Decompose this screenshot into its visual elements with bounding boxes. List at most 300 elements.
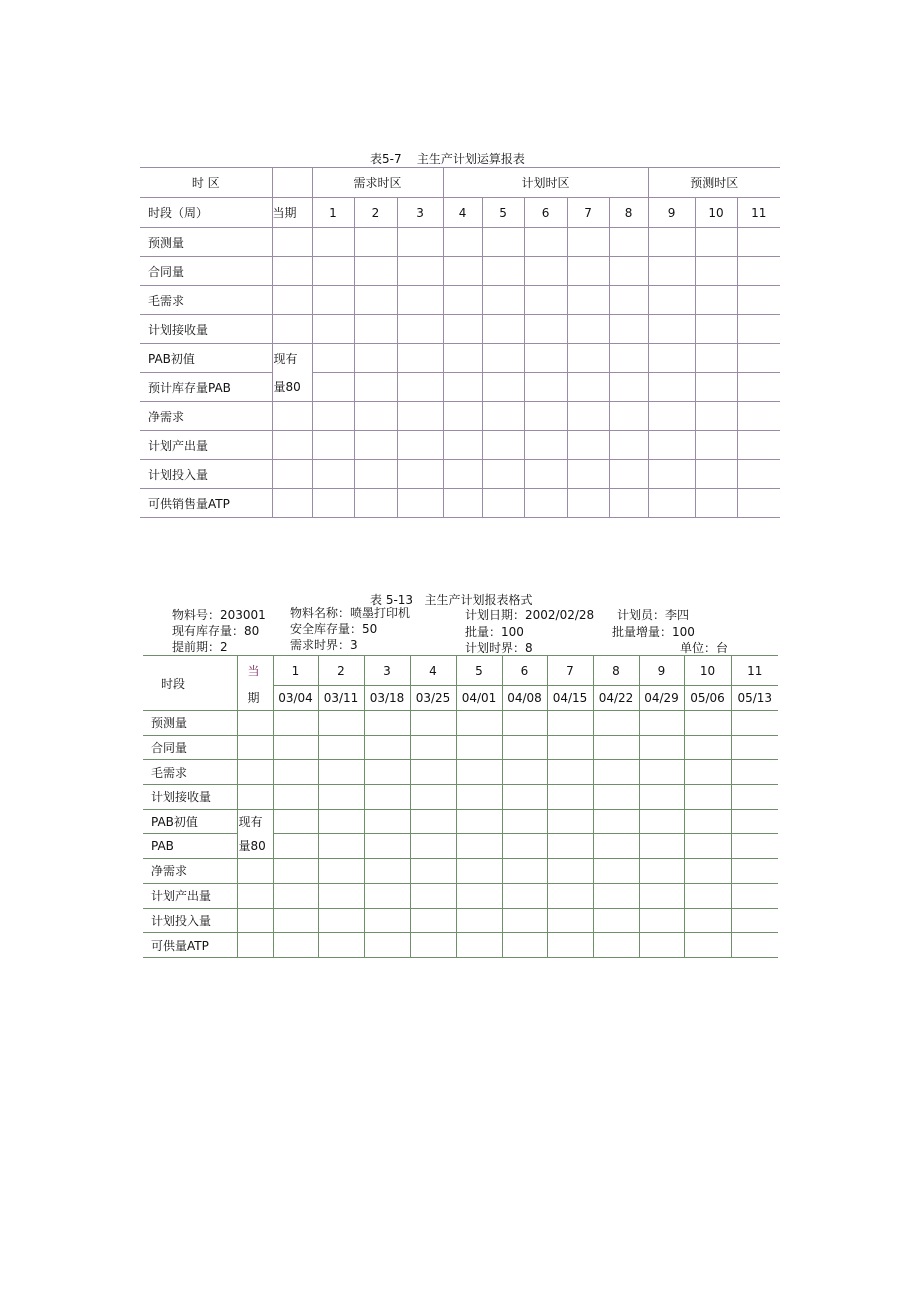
data-cell xyxy=(364,834,410,859)
data-cell xyxy=(639,809,684,834)
data-cell xyxy=(364,711,410,736)
item-name: 物料名称：喷墨打印机 xyxy=(290,606,411,620)
table-row xyxy=(143,933,778,958)
data-cell xyxy=(456,711,502,736)
current-cell xyxy=(272,257,312,286)
data-cell xyxy=(684,908,731,933)
data-cell xyxy=(443,402,482,431)
data-cell xyxy=(312,402,354,431)
forecast-zone-header: 预测时区 xyxy=(648,168,780,198)
current-cell xyxy=(237,908,273,933)
data-cell xyxy=(482,286,524,315)
current-cell xyxy=(237,760,273,785)
plan-date: 计划日期：2002/02/28 xyxy=(465,608,595,622)
period-8: 8 xyxy=(593,656,639,686)
data-cell xyxy=(695,489,737,518)
current-cell xyxy=(237,859,273,884)
data-cell xyxy=(593,883,639,908)
data-cell xyxy=(648,402,695,431)
data-cell xyxy=(443,315,482,344)
current-cell xyxy=(272,228,312,257)
data-cell xyxy=(318,908,364,933)
row-label: 计划投入量 xyxy=(140,460,272,489)
data-cell xyxy=(648,257,695,286)
data-cell xyxy=(639,859,684,884)
current-cell xyxy=(272,315,312,344)
data-cell xyxy=(567,431,609,460)
table-row xyxy=(140,373,780,402)
period-4: 4 xyxy=(443,198,482,228)
data-cell xyxy=(609,489,648,518)
data-cell xyxy=(354,286,397,315)
period-10: 10 xyxy=(695,198,737,228)
row-label: 计划接收量 xyxy=(143,785,237,810)
table-row xyxy=(143,859,778,884)
row-label: 合同量 xyxy=(140,257,272,286)
data-cell xyxy=(312,315,354,344)
data-cell xyxy=(593,809,639,834)
data-cell xyxy=(567,257,609,286)
data-cell xyxy=(397,431,443,460)
current-cell xyxy=(237,933,273,958)
row-label: 合同量 xyxy=(143,735,237,760)
data-cell xyxy=(593,760,639,785)
period-date: 04/08 xyxy=(502,686,547,711)
data-cell xyxy=(443,344,482,373)
safety-stock: 安全库存量：50 xyxy=(290,622,378,636)
data-cell xyxy=(354,431,397,460)
table-row xyxy=(140,344,780,373)
blank-cell xyxy=(272,168,312,198)
data-cell xyxy=(482,344,524,373)
data-cell xyxy=(609,228,648,257)
period-7: 7 xyxy=(547,656,593,686)
data-cell xyxy=(737,373,780,402)
onhand-cell xyxy=(272,344,312,402)
planning-time-fence: 计划时界：8 xyxy=(465,641,533,655)
data-cell xyxy=(593,711,639,736)
period-1: 1 xyxy=(273,656,318,686)
table-row xyxy=(143,760,778,785)
row-label: PAB初值 xyxy=(140,344,272,373)
data-cell xyxy=(410,834,456,859)
data-cell xyxy=(397,402,443,431)
row-label: 预测量 xyxy=(140,228,272,257)
data-cell xyxy=(567,402,609,431)
data-cell xyxy=(443,489,482,518)
data-cell xyxy=(456,760,502,785)
data-cell xyxy=(318,883,364,908)
period-3: 3 xyxy=(397,198,443,228)
period-9: 9 xyxy=(639,656,684,686)
data-cell xyxy=(273,785,318,810)
onhand-line2: 量80 xyxy=(238,838,266,853)
table-row xyxy=(143,809,778,834)
data-cell xyxy=(410,908,456,933)
data-cell xyxy=(502,735,547,760)
period-2: 2 xyxy=(354,198,397,228)
data-cell xyxy=(609,431,648,460)
data-cell xyxy=(593,908,639,933)
period-2: 2 xyxy=(318,656,364,686)
data-cell xyxy=(639,883,684,908)
data-cell xyxy=(456,735,502,760)
data-cell xyxy=(273,933,318,958)
current-cell xyxy=(272,402,312,431)
data-cell xyxy=(737,344,780,373)
data-cell xyxy=(695,315,737,344)
data-cell xyxy=(482,431,524,460)
data-cell xyxy=(547,933,593,958)
data-cell xyxy=(397,315,443,344)
data-cell xyxy=(397,373,443,402)
data-cell xyxy=(410,859,456,884)
data-cell xyxy=(639,711,684,736)
period-label: 时段 xyxy=(143,656,237,711)
current-cell xyxy=(272,431,312,460)
data-cell xyxy=(502,809,547,834)
current-label-bottom: 期 xyxy=(237,686,273,711)
demand-time-fence: 需求时界：3 xyxy=(290,638,358,652)
period-date: 03/25 xyxy=(410,686,456,711)
data-cell xyxy=(410,883,456,908)
data-cell xyxy=(410,735,456,760)
data-cell xyxy=(609,373,648,402)
data-cell xyxy=(648,460,695,489)
data-cell xyxy=(364,859,410,884)
data-cell xyxy=(312,460,354,489)
data-cell xyxy=(354,402,397,431)
period-6: 6 xyxy=(502,656,547,686)
data-cell xyxy=(639,834,684,859)
data-cell xyxy=(502,883,547,908)
data-cell xyxy=(524,431,567,460)
data-cell xyxy=(443,431,482,460)
data-cell xyxy=(482,402,524,431)
row-label: 计划接收量 xyxy=(140,315,272,344)
period-3: 3 xyxy=(364,656,410,686)
period-date: 04/01 xyxy=(456,686,502,711)
data-cell xyxy=(318,735,364,760)
data-cell xyxy=(737,489,780,518)
data-cell xyxy=(547,711,593,736)
data-cell xyxy=(684,859,731,884)
data-cell xyxy=(639,908,684,933)
data-cell xyxy=(524,286,567,315)
data-cell xyxy=(410,760,456,785)
data-cell xyxy=(639,785,684,810)
data-cell xyxy=(567,373,609,402)
row-label: PAB xyxy=(143,834,237,859)
data-cell xyxy=(684,933,731,958)
data-cell xyxy=(318,834,364,859)
data-cell xyxy=(609,286,648,315)
data-cell xyxy=(364,760,410,785)
period-5: 5 xyxy=(482,198,524,228)
data-cell xyxy=(354,460,397,489)
table-row xyxy=(140,460,780,489)
data-cell xyxy=(524,402,567,431)
table-row xyxy=(140,257,780,286)
data-cell xyxy=(443,228,482,257)
data-cell xyxy=(410,809,456,834)
data-cell xyxy=(443,460,482,489)
table-row xyxy=(140,431,780,460)
onhand-line1: 现有 xyxy=(273,351,298,366)
data-cell xyxy=(273,760,318,785)
data-cell xyxy=(397,286,443,315)
data-cell xyxy=(609,402,648,431)
data-cell xyxy=(684,809,731,834)
data-cell xyxy=(737,257,780,286)
data-cell xyxy=(639,735,684,760)
data-cell xyxy=(273,735,318,760)
data-cell xyxy=(567,286,609,315)
data-cell xyxy=(364,908,410,933)
row-label: 毛需求 xyxy=(140,286,272,315)
data-cell xyxy=(684,760,731,785)
data-cell xyxy=(456,859,502,884)
row-label: 预测量 xyxy=(143,711,237,736)
data-cell xyxy=(731,834,778,859)
zone-header: 时 区 xyxy=(140,168,272,198)
row-label: 计划产出量 xyxy=(140,431,272,460)
data-cell xyxy=(410,785,456,810)
lot-increment: 批量增量：100 xyxy=(612,625,695,639)
period-date: 05/13 xyxy=(731,686,778,711)
data-cell xyxy=(397,228,443,257)
table-row xyxy=(140,489,780,518)
data-cell xyxy=(354,489,397,518)
data-cell xyxy=(547,859,593,884)
data-cell xyxy=(502,711,547,736)
table-row xyxy=(140,228,780,257)
onhand-cell xyxy=(237,809,273,858)
data-cell xyxy=(547,735,593,760)
data-cell xyxy=(273,834,318,859)
data-cell xyxy=(312,257,354,286)
data-cell xyxy=(524,489,567,518)
data-cell xyxy=(364,883,410,908)
data-cell xyxy=(273,711,318,736)
row-label: 预计库存量PAB xyxy=(140,373,272,402)
current-cell xyxy=(272,460,312,489)
data-cell xyxy=(482,228,524,257)
data-cell xyxy=(482,489,524,518)
table-row xyxy=(140,402,780,431)
data-cell xyxy=(312,344,354,373)
data-cell xyxy=(684,883,731,908)
data-cell xyxy=(567,315,609,344)
data-cell xyxy=(737,315,780,344)
row-label: 毛需求 xyxy=(143,760,237,785)
data-cell xyxy=(397,257,443,286)
data-cell xyxy=(547,809,593,834)
data-cell xyxy=(354,344,397,373)
data-cell xyxy=(312,228,354,257)
data-cell xyxy=(354,315,397,344)
period-date: 04/15 xyxy=(547,686,593,711)
onhand-line1: 现有 xyxy=(238,814,263,829)
table-row xyxy=(143,711,778,736)
data-cell xyxy=(410,933,456,958)
data-cell xyxy=(648,228,695,257)
data-cell xyxy=(731,908,778,933)
data-cell xyxy=(567,489,609,518)
data-cell xyxy=(482,460,524,489)
period-5: 5 xyxy=(456,656,502,686)
data-cell xyxy=(593,933,639,958)
data-cell xyxy=(547,908,593,933)
period-date: 03/11 xyxy=(318,686,364,711)
data-cell xyxy=(547,785,593,810)
data-cell xyxy=(397,489,443,518)
data-cell xyxy=(502,760,547,785)
period-8: 8 xyxy=(609,198,648,228)
data-cell xyxy=(318,809,364,834)
data-cell xyxy=(593,785,639,810)
data-cell xyxy=(354,228,397,257)
data-cell xyxy=(737,228,780,257)
data-cell xyxy=(731,933,778,958)
data-cell xyxy=(318,859,364,884)
data-cell xyxy=(318,785,364,810)
data-cell xyxy=(410,711,456,736)
data-cell xyxy=(731,859,778,884)
onhand-stock: 现有库存量：80 xyxy=(172,624,260,638)
data-cell xyxy=(695,373,737,402)
period-date: 04/22 xyxy=(593,686,639,711)
data-cell xyxy=(648,286,695,315)
mps-calculation-table xyxy=(140,167,780,518)
onhand-line2: 量80 xyxy=(273,379,301,394)
data-cell xyxy=(456,908,502,933)
data-cell xyxy=(443,257,482,286)
data-cell xyxy=(482,257,524,286)
period-date: 03/04 xyxy=(273,686,318,711)
period-11: 11 xyxy=(737,198,780,228)
data-cell xyxy=(456,933,502,958)
data-cell xyxy=(737,431,780,460)
data-cell xyxy=(502,933,547,958)
period-9: 9 xyxy=(648,198,695,228)
data-cell xyxy=(567,460,609,489)
current-cell xyxy=(237,735,273,760)
plan-zone-header: 计划时区 xyxy=(443,168,648,198)
data-cell xyxy=(312,373,354,402)
data-cell xyxy=(273,908,318,933)
row-label: 净需求 xyxy=(140,402,272,431)
period-11: 11 xyxy=(731,656,778,686)
data-cell xyxy=(695,431,737,460)
data-cell xyxy=(547,883,593,908)
period-7: 7 xyxy=(567,198,609,228)
period-date: 05/06 xyxy=(684,686,731,711)
data-cell xyxy=(648,431,695,460)
data-cell xyxy=(354,257,397,286)
data-cell xyxy=(364,809,410,834)
table-row xyxy=(140,286,780,315)
data-cell xyxy=(318,711,364,736)
table2-caption: 表 5-13 主生产计划报表格式 xyxy=(370,593,533,607)
data-cell xyxy=(737,460,780,489)
row-label: 可供量ATP xyxy=(143,933,237,958)
data-cell xyxy=(524,315,567,344)
lot-size: 批量：100 xyxy=(465,625,524,639)
data-cell xyxy=(456,785,502,810)
current-cell xyxy=(237,785,273,810)
data-cell xyxy=(364,933,410,958)
data-cell xyxy=(731,711,778,736)
row-label: 计划产出量 xyxy=(143,883,237,908)
lead-time: 提前期：2 xyxy=(172,640,228,654)
data-cell xyxy=(731,809,778,834)
data-cell xyxy=(731,760,778,785)
data-cell xyxy=(456,834,502,859)
row-label: 计划投入量 xyxy=(143,908,237,933)
data-cell xyxy=(639,760,684,785)
data-cell xyxy=(456,883,502,908)
period-4: 4 xyxy=(410,656,456,686)
data-cell xyxy=(648,344,695,373)
table-row xyxy=(143,908,778,933)
data-cell xyxy=(502,834,547,859)
mps-report-table xyxy=(143,655,778,958)
table-row xyxy=(143,883,778,908)
data-cell xyxy=(312,431,354,460)
data-cell xyxy=(354,373,397,402)
data-cell xyxy=(684,834,731,859)
table-row xyxy=(143,785,778,810)
data-cell xyxy=(731,883,778,908)
data-cell xyxy=(695,460,737,489)
demand-zone-header: 需求时区 xyxy=(312,168,443,198)
row-label: 可供销售量ATP xyxy=(140,489,272,518)
data-cell xyxy=(524,228,567,257)
data-cell xyxy=(524,373,567,402)
data-cell xyxy=(273,809,318,834)
data-cell xyxy=(567,228,609,257)
row-label: 净需求 xyxy=(143,859,237,884)
table1-caption: 表5-7 主生产计划运算报表 xyxy=(370,152,525,166)
data-cell xyxy=(502,859,547,884)
data-cell xyxy=(609,257,648,286)
data-cell xyxy=(648,373,695,402)
data-cell xyxy=(695,286,737,315)
period-date: 04/29 xyxy=(639,686,684,711)
data-cell xyxy=(482,373,524,402)
period-label: 时段（周） xyxy=(140,198,272,228)
data-cell xyxy=(593,834,639,859)
data-cell xyxy=(524,460,567,489)
current-cell xyxy=(272,286,312,315)
table-row xyxy=(140,315,780,344)
data-cell xyxy=(731,735,778,760)
data-cell xyxy=(609,315,648,344)
data-cell xyxy=(695,402,737,431)
data-cell xyxy=(318,760,364,785)
data-cell xyxy=(524,257,567,286)
data-cell xyxy=(312,286,354,315)
data-cell xyxy=(318,933,364,958)
data-cell xyxy=(524,344,567,373)
data-cell xyxy=(684,711,731,736)
data-cell xyxy=(684,735,731,760)
period-10: 10 xyxy=(684,656,731,686)
data-cell xyxy=(456,809,502,834)
data-cell xyxy=(312,489,354,518)
data-cell xyxy=(593,859,639,884)
